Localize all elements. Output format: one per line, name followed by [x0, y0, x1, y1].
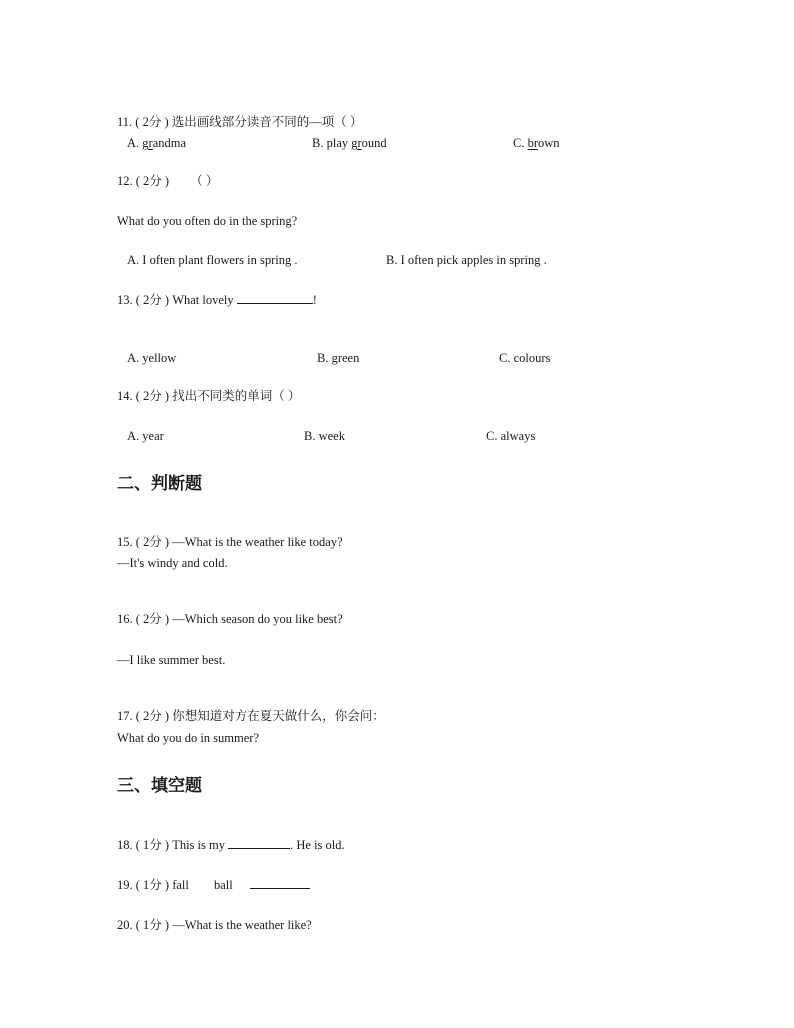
section-title-judgment: 二、判断题 [117, 474, 202, 494]
q12-option-a[interactable]: A. I often plant flowers in spring . [127, 253, 298, 267]
answer-blank[interactable] [250, 876, 310, 889]
question-11-header [117, 114, 362, 130]
question-number: 15. [117, 535, 133, 549]
question-stem: What lovely [172, 293, 234, 307]
question-20 [117, 917, 312, 933]
question-17-header [117, 708, 385, 724]
question-number: 11. [117, 115, 133, 129]
question-12-header [117, 173, 218, 189]
question-number: 19. [117, 878, 133, 892]
question-19: 19. ( 1分 ) fall ball [117, 876, 310, 893]
question-line: —What is the weather like today? [172, 535, 343, 549]
q11-option-a[interactable]: A. grandma [127, 136, 187, 150]
question-number: 12. [117, 174, 133, 188]
q13-option-a[interactable]: A. yellow [127, 351, 177, 365]
question-16-header [117, 611, 343, 627]
question-stem: 选出画线部分读音不同的—项（ ） [171, 115, 363, 129]
question-line: —Which season do you like best? [172, 612, 343, 626]
q13-option-b[interactable]: B. green [317, 351, 360, 365]
q12-option-b[interactable]: B. I often pick apples in spring . [386, 253, 547, 267]
q14-option-b[interactable]: B. week [304, 429, 345, 443]
question-score: ( 2分 ) [135, 115, 169, 129]
q12-question-text: What do you often do in the spring? [117, 214, 298, 228]
question-score: ( 2分 ) [135, 709, 170, 723]
question-18: 18. ( 1分 ) This is my . He is old. [117, 838, 345, 852]
section-title-fill-blank: 三、填空题 [117, 776, 202, 796]
q14-option-c[interactable]: C. always [486, 429, 536, 443]
q11-option-b[interactable]: B. play ground [312, 136, 387, 150]
question-line: —What is the weather like? [172, 918, 312, 932]
question-score: ( 1分 ) [135, 878, 170, 892]
answer-blank[interactable] [228, 836, 290, 849]
question-number: 18. [117, 838, 133, 852]
q17-answer-line: What do you do in summer? [117, 731, 259, 745]
question-number: 13. [117, 293, 133, 307]
question-score: ( 1分 ) [135, 838, 170, 852]
q11-option-c[interactable]: C. brown [513, 136, 560, 150]
question-number: 16. [117, 612, 133, 626]
question-score: ( 2分 ) [135, 389, 170, 403]
question-line: 你想知道对方在夏天做什么，你会问： [172, 709, 385, 723]
question-stem: 找出不同类的单词（ ） [172, 389, 301, 403]
question-score: ( 2分 ) [135, 612, 170, 626]
question-number: 20. [117, 918, 133, 932]
q13-option-c[interactable]: C. colours [499, 351, 551, 365]
question-score: ( 2分 ) [135, 174, 170, 188]
question-stem: （ ） [190, 174, 219, 188]
question-score: ( 2分 ) [135, 293, 170, 307]
q14-option-a[interactable]: A. year [127, 429, 164, 443]
question-13-header: 13. ( 2分 ) What lovely ! [117, 293, 317, 307]
q16-answer-line: —I like summer best. [117, 653, 226, 667]
question-15-header [117, 534, 343, 550]
answer-blank[interactable] [237, 291, 313, 304]
question-number: 17. [117, 709, 133, 723]
question-score: ( 2分 ) [135, 535, 170, 549]
question-14-header [117, 388, 300, 404]
question-score: ( 1分 ) [135, 918, 170, 932]
q15-answer-line: —It's windy and cold. [117, 556, 228, 570]
question-number: 14. [117, 389, 133, 403]
